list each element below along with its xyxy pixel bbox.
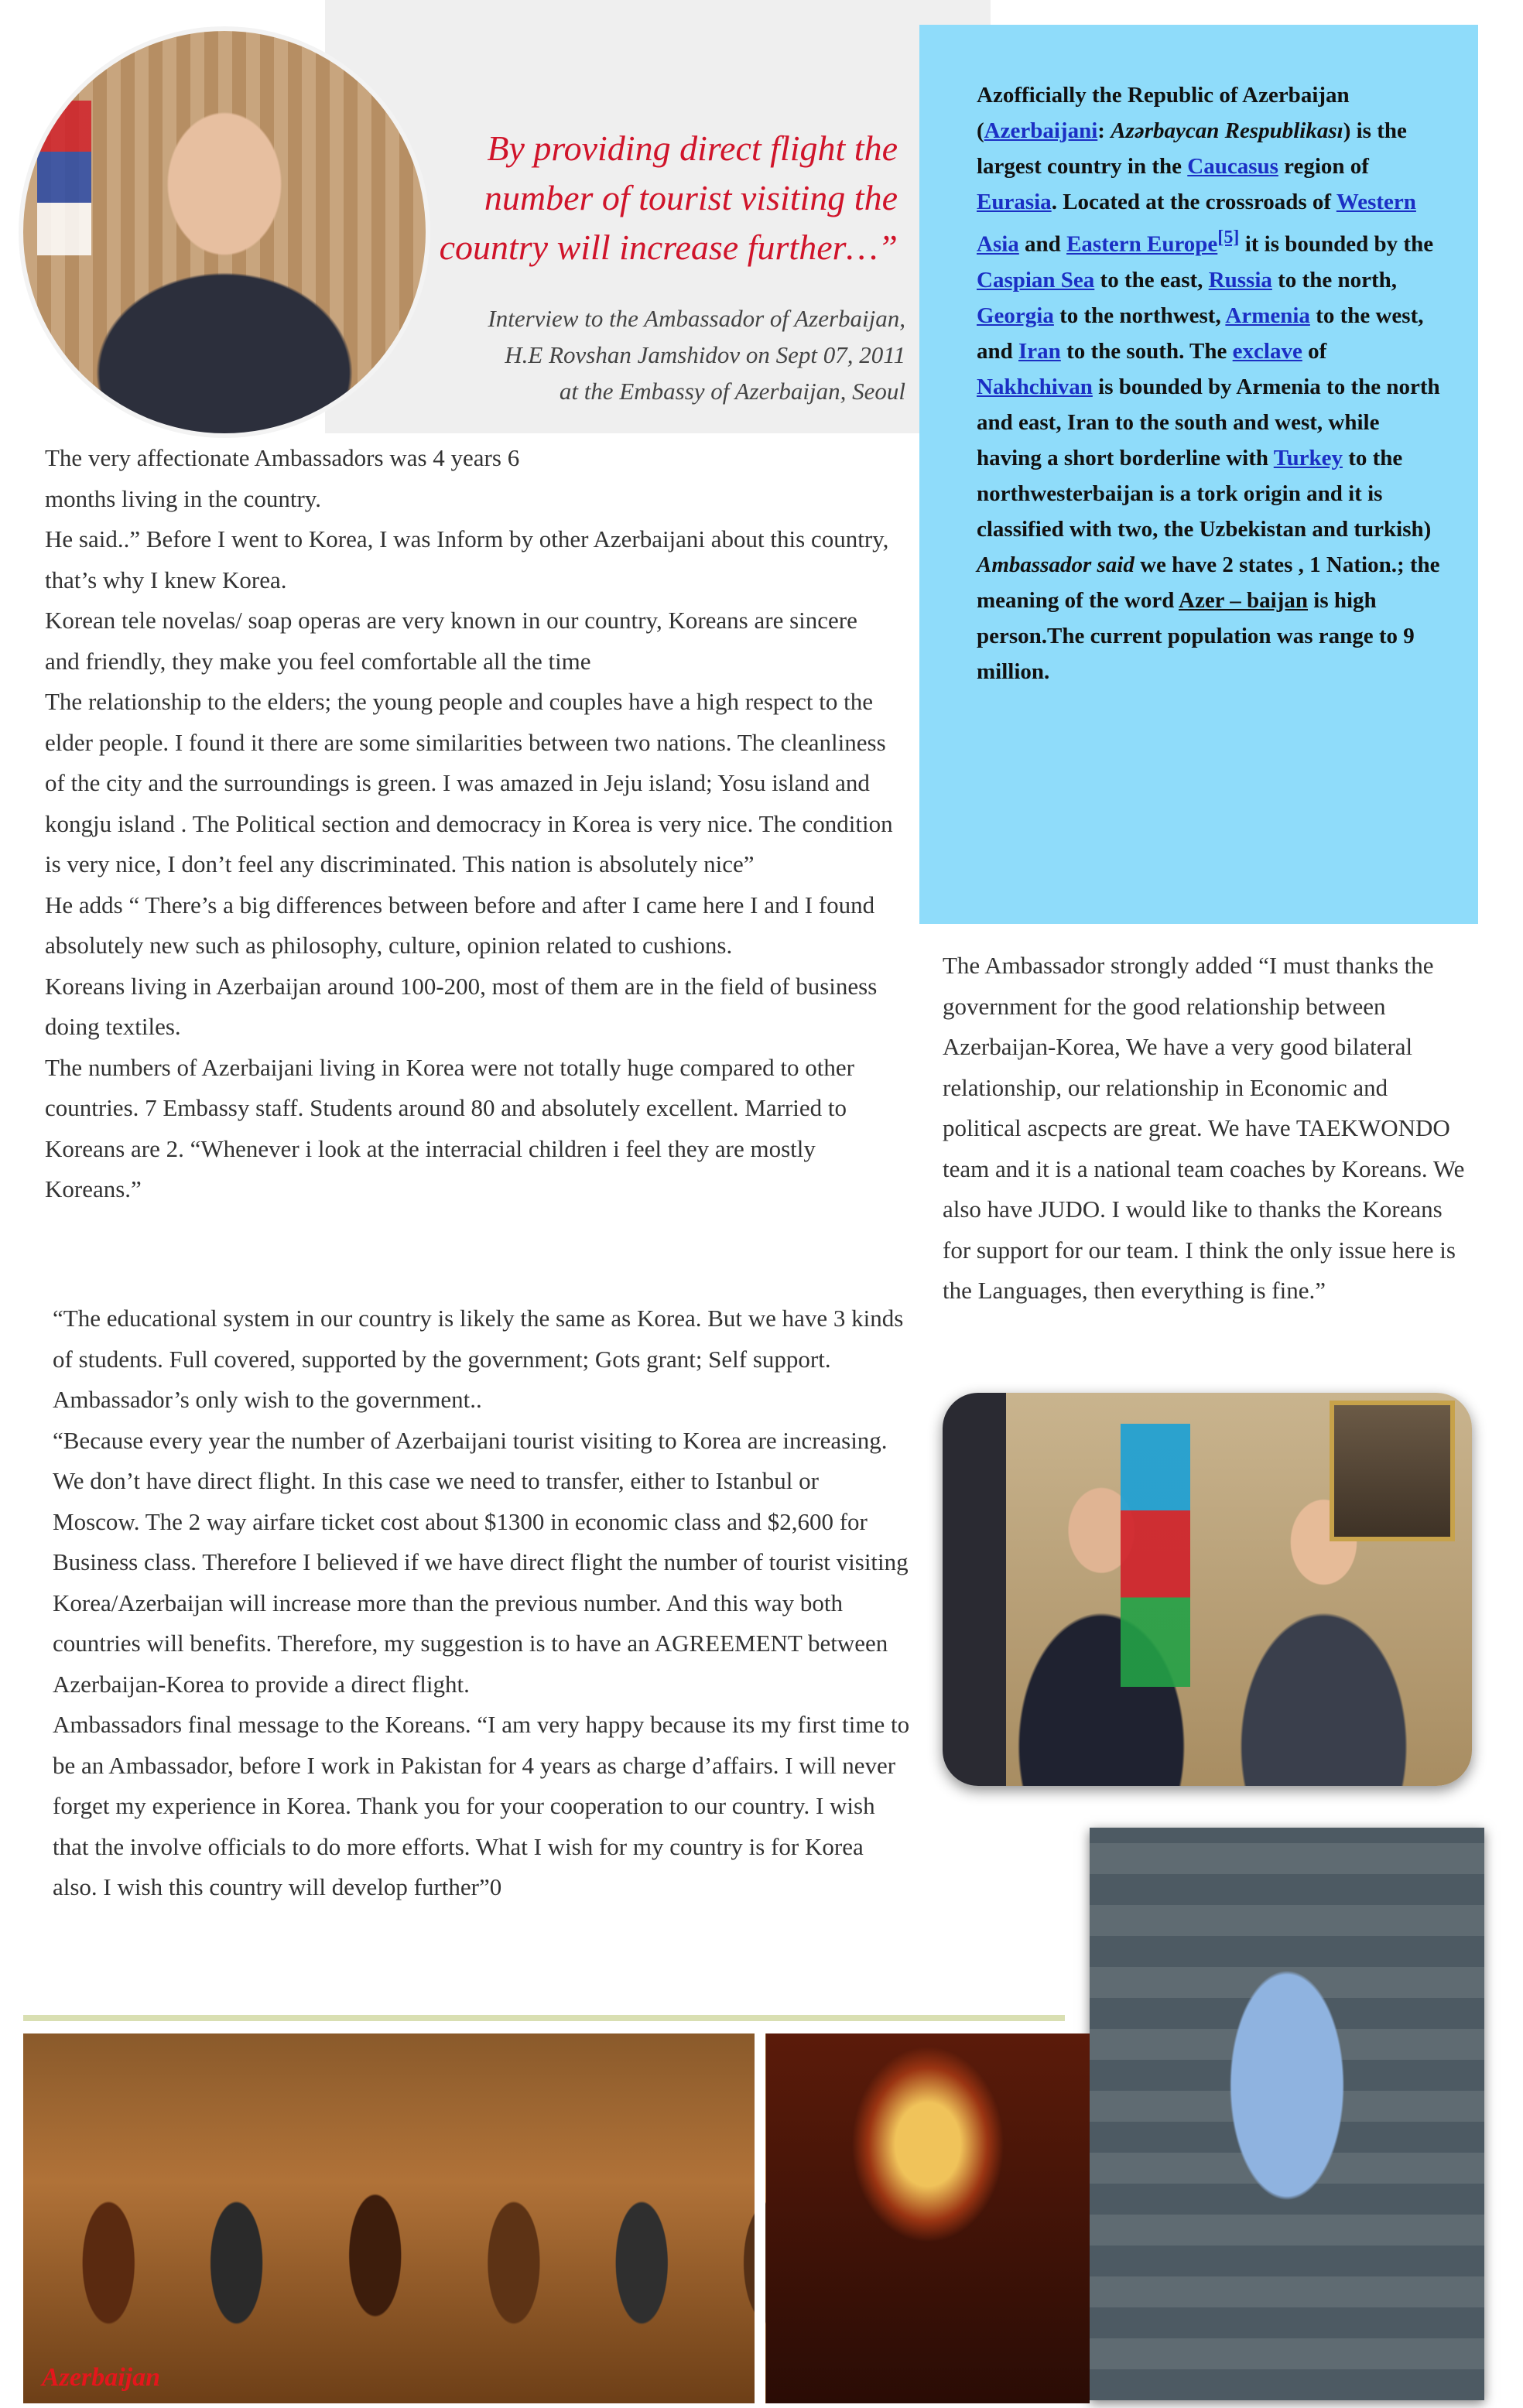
link-iran[interactable]: Iran (1018, 338, 1061, 364)
native-name: Azərbaycan Respublikası (1111, 118, 1343, 143)
link-eurasia[interactable]: Eurasia (977, 190, 1052, 214)
article-column-2 (53, 1298, 912, 1908)
link-russia[interactable]: Russia (1208, 267, 1272, 292)
byline-line: H.E Rovshan Jamshidov on Sept 07, 2011 (505, 341, 905, 368)
headline-quote: By providing direct flight the number of tourist visiting the country will increase further…” (439, 128, 898, 267)
interview-byline (402, 300, 905, 409)
link-turkey[interactable]: Turkey (1273, 445, 1343, 470)
reference-link[interactable]: [5] (1217, 227, 1240, 248)
paragraph: Ambassador’s only wish to the government.. (53, 1386, 482, 1413)
ambassador-said-label: Ambassador said (977, 552, 1135, 577)
paragraph: “The educational system in our country is likely the same as Korea. But we have 3 kinds of students. Full covered, supported by the government; Gots grant; Self support. (53, 1305, 904, 1373)
byline-line: Interview to the Ambassador of Azerbaijan, (488, 305, 905, 332)
azer-baijan-term: Azer – baijan (1179, 587, 1309, 613)
sidebar-text: Azofficially the Republic of Azerbaijan (Azerbaijani: Azərbaycan Respublikası) is the largest country in the Caucasus region of Eurasia. Located at the crossroads of Western Asia and Eastern Europe[5] it is bounded by the Caspian Sea to the east, Russia to the north, Georgia to the northwest, Armenia to the west, and Iran to the south. The exclave of Nakhchivan is bounded by Armenia to the north and east, Iran to the south and west, while having a short borderline with Turkey to the northwesterbaijan is a tork origin and it is classified with two, the Uzbekistan and turkish) Ambassador said we have 2 states , 1 Nation.; the meaning of the word Azer – baijan is high person.The current population was range to 9 million. (977, 83, 1440, 684)
article-column-1 (45, 438, 896, 1210)
paragraph: “Because every year the number of Azerbaijani tourist visiting to Korea are increasing. We don’t have direct flight. In this case we need to transfer, either to Istanbul or Moscow. The 2 way airfare ticket cost about $1300 in economic class and $2,600 for Business class. Therefore I believed if we have direct flight the number of tourist visiting Korea/Azerbaijan will increase more than the previous number. And this way both countries will benefits. Therefore, my suggestion is to have an AGREEMENT between Azerbaijan-Korea to provide a direct flight. (53, 1426, 909, 1698)
link-eastern-europe[interactable]: Eastern Europe (1066, 231, 1218, 257)
link-armenia[interactable]: Armenia (1225, 303, 1310, 328)
photo-divider (755, 2033, 765, 2403)
paragraph: Ambassadors final message to the Koreans. “I am very happy because its my first time to be an Ambassador, before I work in Pakistan for 4 years as charge d’affairs. I will never forget my experience in Korea. Thank you for your cooperation to our country. I wish that the involve officials to do more efforts. What I wish for my country is for Korea also. I wish this country will develop further”0 (53, 1711, 910, 1900)
link-nakhchivan[interactable]: Nakhchivan (977, 374, 1093, 399)
ambassador-meeting-photo (943, 1393, 1472, 1786)
paragraph: The numbers of Azerbaijani living in Korea were not totally huge compared to other countries. 7 Embassy staff. Students around 80 and absolutely excellent. Married to Koreans are 2. “Whenever i look at the interracial children i feel they are mostly Koreans.” (45, 1053, 854, 1202)
ambassador-portrait (23, 31, 426, 433)
article-column-3: The Ambassador strongly added “I must thanks the government for the good relationship between Azerbaijan-Korea, We have a very good bilateral relationship, our relationship in Economic and political ascpects are great. We have TAEKWONDO team and it is a national team coaches by Koreans. We also have JUDO. I would like to thanks the Koreans for support for our team. I think the only issue here is the Languages, then everything is fine.” (943, 952, 1465, 1304)
mosque-arch-photo (1090, 1828, 1484, 2400)
link-azerbaijani[interactable]: Azerbaijani (984, 118, 1098, 143)
divider-line (23, 2015, 1065, 2021)
paragraph: He said..” Before I went to Korea, I was Inform by other Azerbaijani about this country, that’s why I knew Korea. (45, 525, 889, 593)
link-caucasus[interactable]: Caucasus (1187, 154, 1278, 179)
link-western-asia[interactable]: Western Asia (977, 190, 1416, 257)
paragraph: He adds “ There’s a big differences between before and after I came here I and I found absolutely new such as philosophy, culture, opinion related to cushions. (45, 891, 875, 959)
link-georgia[interactable]: Georgia (977, 303, 1054, 328)
paragraph: The relationship to the elders; the young people and couples have a high respect to the elder people. I found it there are some similarities between two nations. The cleanliness of the city and the surroundings is green. I was amazed in Jeju island; Yosu island and kongju island . The Political section and democracy in Korea is very nice. The condition is very nice, I don’t feel any discriminated. This nation is absolutely nice” (45, 688, 893, 877)
portrait-frame (1330, 1401, 1455, 1541)
flag-icon (37, 101, 91, 255)
paragraph: months living in the country. (45, 484, 322, 512)
link-exclave[interactable]: exclave (1232, 338, 1302, 364)
paragraph: Koreans living in Azerbaijan around 100-200, most of them are in the field of business doing textiles. (45, 972, 878, 1040)
musicians-photo-band (23, 2033, 1090, 2403)
byline-line: at the Embassy of Azerbaijan, Seoul (559, 378, 905, 405)
link-caspian-sea[interactable]: Caspian Sea (977, 267, 1095, 292)
flag-icon (1121, 1424, 1190, 1687)
paragraph: Korean tele novelas/ soap operas are very known in our country, Koreans are sincere and friendly, they make you feel comfortable all the time (45, 607, 857, 675)
palace-interior-photo (766, 2033, 1090, 2403)
paragraph: The very affectionate Ambassadors was 4 years 6 (45, 444, 520, 471)
photo-caption: Azerbaijan (42, 2363, 161, 2392)
